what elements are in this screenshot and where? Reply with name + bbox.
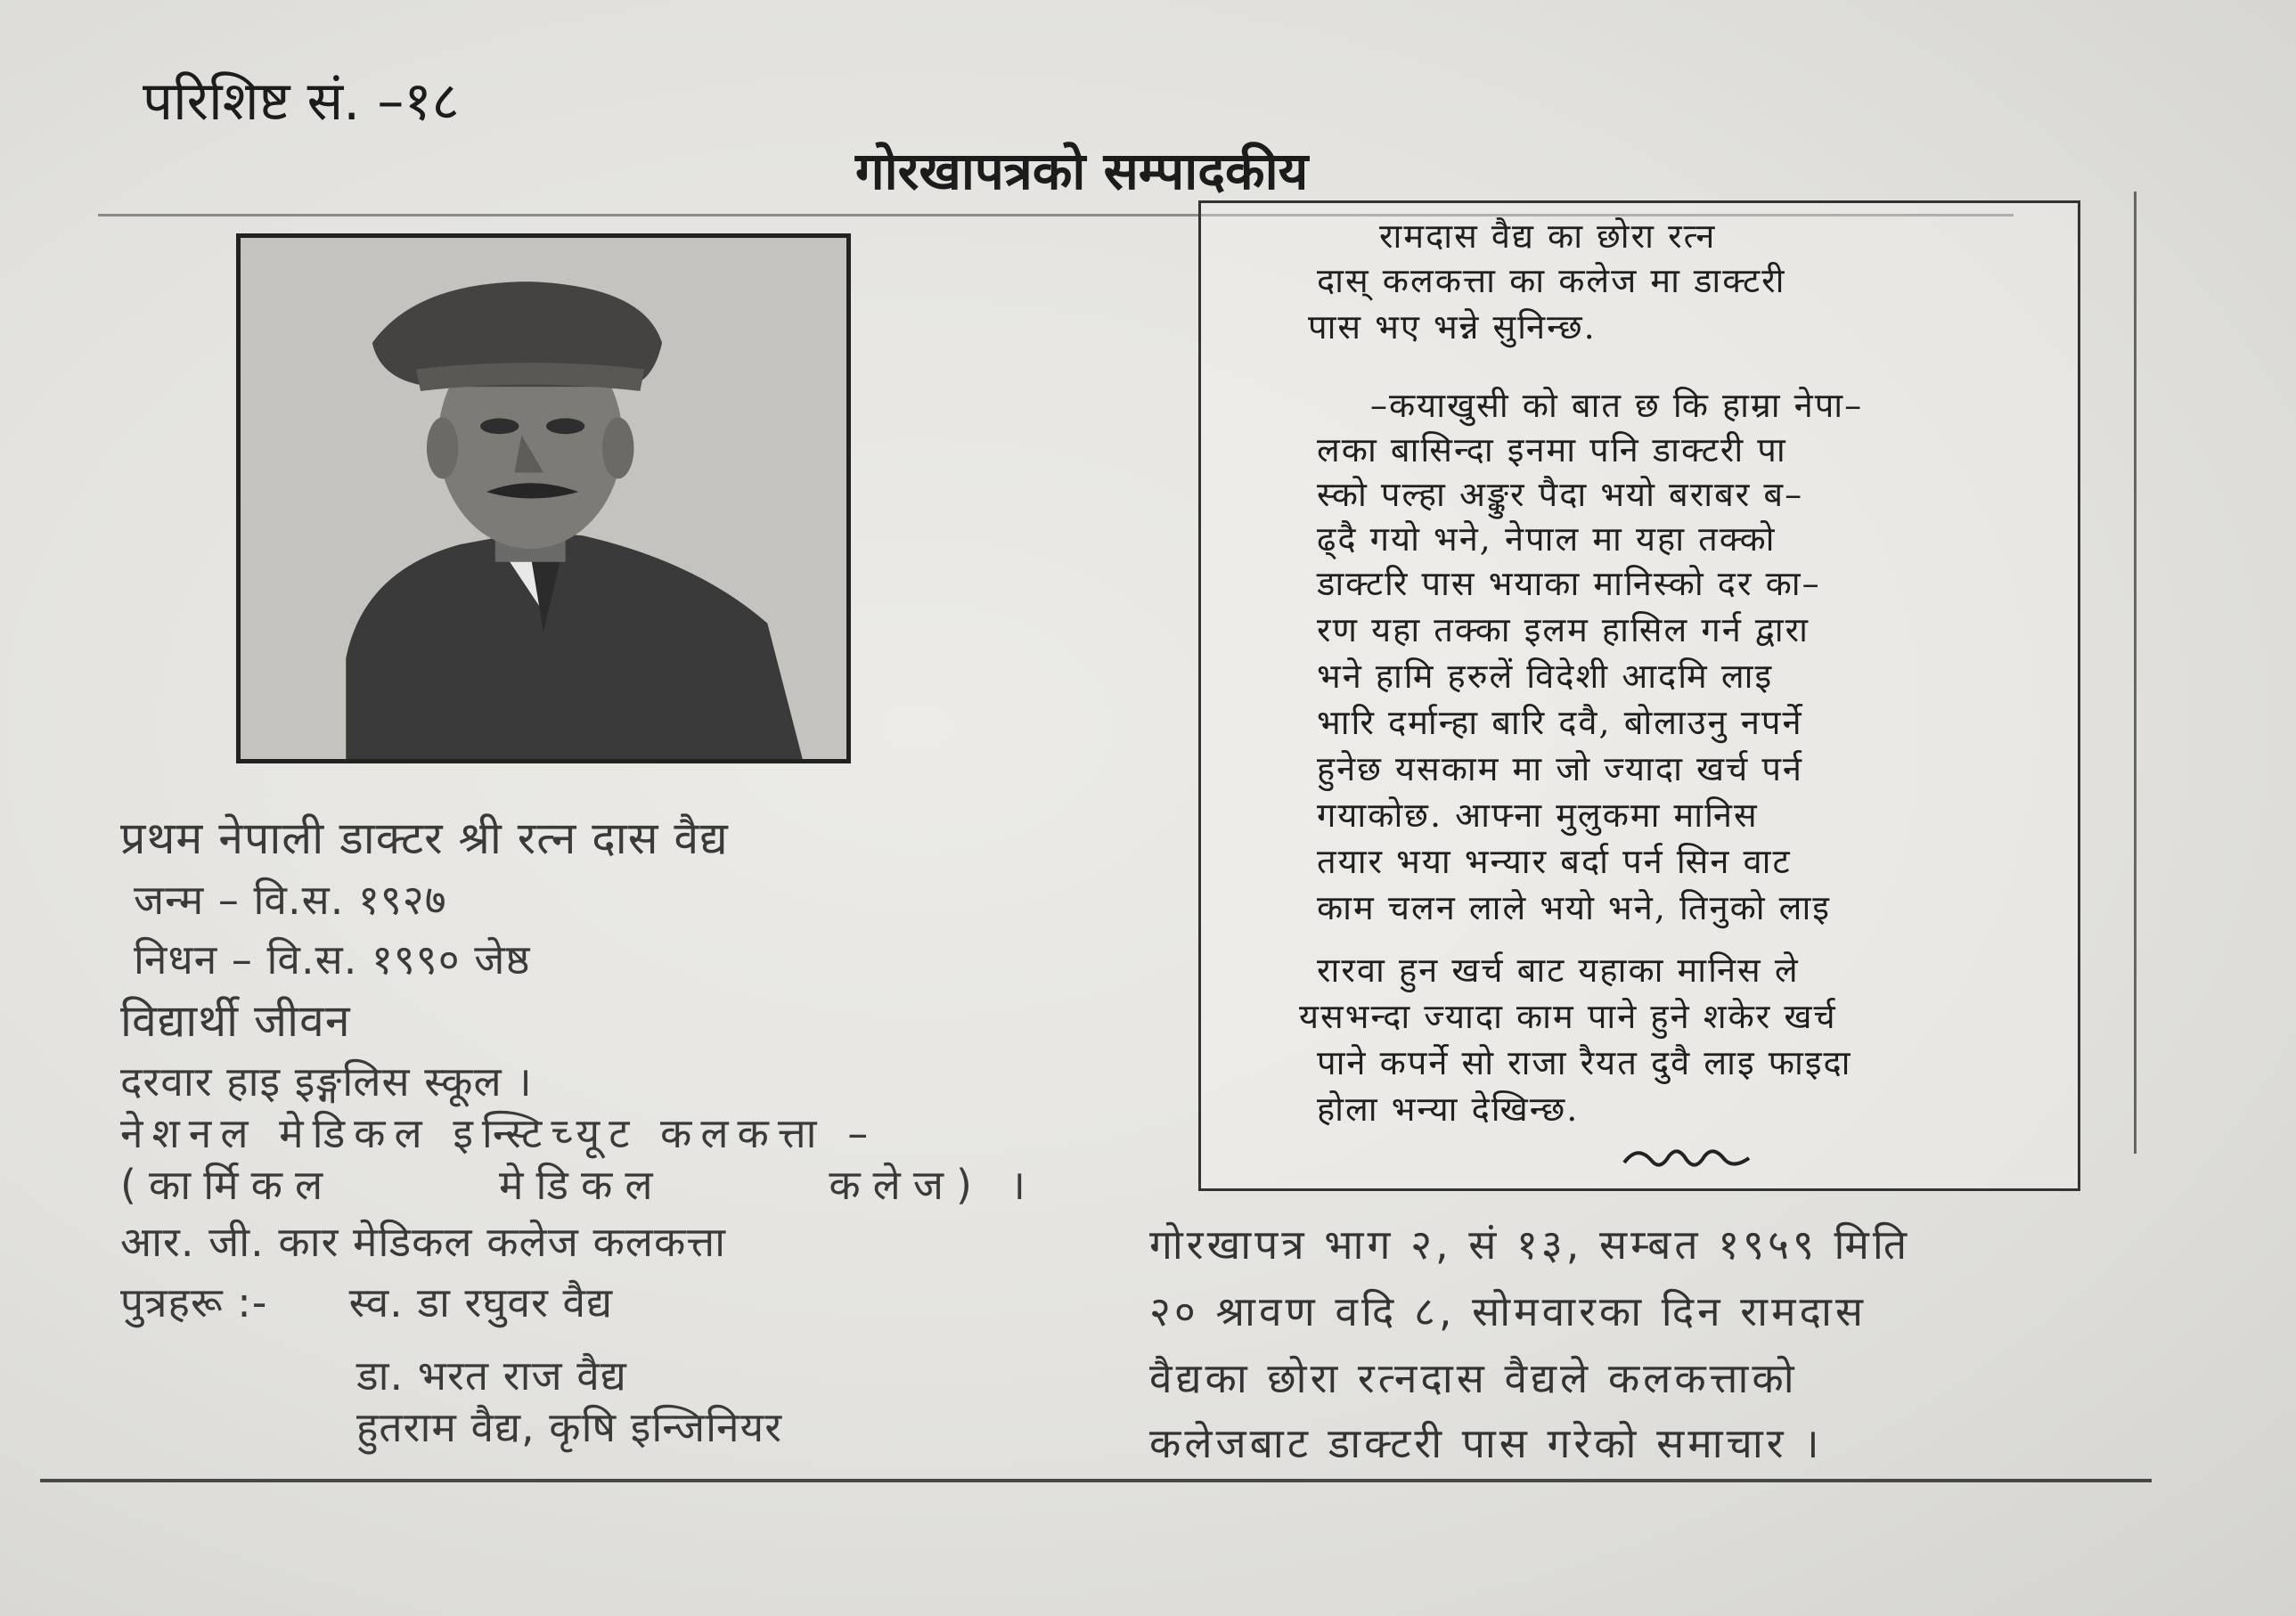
clip-line: रण यहा तक्का इलम हासिल गर्न द्वारा xyxy=(1317,610,1810,649)
page-title: गोरखापत्रको सम्पादकीय xyxy=(855,141,1309,201)
son-3: हुतराम वैद्य, कृषि इन्जिनियर xyxy=(356,1403,783,1451)
clip-line: दास् कलकत्ता का कलेज मा डाक्टरी xyxy=(1317,261,1786,300)
sons-label: पुत्रहरू :- xyxy=(120,1278,268,1326)
appendix-number: परिशिष्ट सं. –१८ xyxy=(143,70,460,133)
portrait-photo xyxy=(236,233,851,763)
clip-line: लका बासिन्दा इनमा पनि डाक्टरी पा xyxy=(1317,430,1787,469)
clip-line: भारि दर्मान्हा बारि दवै, बोलाउनु नपर्ने xyxy=(1317,703,1803,742)
student-life-heading: विद्यार्थी जीवन xyxy=(120,995,351,1047)
birth-line: जन्म – वि.स. १९२७ xyxy=(134,876,447,924)
portrait-icon xyxy=(241,238,846,759)
clip-line: भने हामि हरुलें विदेशी आदमि लाइ xyxy=(1317,657,1774,696)
carmichael-part-3: कलेज) । xyxy=(829,1161,1038,1209)
clip-line: पास भए भन्ने सुनिन्छ. xyxy=(1308,307,1597,347)
clip-line: स्को पल्हा अङ्कुर पैदा भयो बराबर ब– xyxy=(1317,475,1804,514)
school-line: दरवार हाइ इङ्गलिस स्कूल । xyxy=(120,1057,533,1106)
clip-line: –कयाखुसी को बात छ कि हाम्रा नेपा– xyxy=(1370,386,1864,425)
carmichael-line xyxy=(120,1156,1038,1212)
clip-line: तयार भया भन्यार बर्दा पर्न सिन वाट xyxy=(1317,842,1792,881)
carmichael-part-2: मेडिकल xyxy=(498,1161,666,1209)
caption-line-1: गोरखापत्र भाग २, सं १३, सम्बत १९५९ मिति xyxy=(1149,1220,1911,1269)
clip-line: हुनेछ यसकाम मा जो ज्यादा खर्च पर्न xyxy=(1317,749,1803,788)
caption-line-2: २० श्रावण वदि ८, सोमवारका दिन रामदास xyxy=(1149,1287,1867,1335)
clip-line: रामदास वैद्य का छोरा रत्न xyxy=(1379,216,1717,256)
clip-line: ढ्दै गयो भने, नेपाल मा यहा तक्को xyxy=(1317,519,1777,559)
vertical-divider xyxy=(2134,192,2137,1154)
clip-line: गयाकोछ. आफ्ना मुलुकमा मानिस xyxy=(1317,796,1759,835)
clip-line: यसभन्दा ज्यादा काम पाने हुने शकेर खर्च xyxy=(1299,997,1837,1036)
death-line: निधन – वि.स. १९९० जेष्ठ xyxy=(134,935,531,983)
clip-line: होला भन्या देखिन्छ. xyxy=(1317,1090,1580,1129)
clip-line: डाक्टरि पास भयाका मानिस्को दर का– xyxy=(1317,564,1821,603)
son-1: स्व. डा रघुवर वैद्य xyxy=(348,1278,614,1326)
clip-line: काम चलन लाले भयो भने, तिनुको लाइ xyxy=(1317,888,1831,927)
bottom-divider xyxy=(40,1479,2152,1482)
caption-line-4: कलेजबाट डाक्टरी पास गरेको समाचार । xyxy=(1149,1419,1823,1467)
rg-kar-line: आर. जी. कार मेडिकल कलेज कलकत्ता xyxy=(120,1218,727,1266)
signature-icon xyxy=(1620,1140,1753,1176)
carmichael-part-1: (कार्मिकल xyxy=(120,1161,336,1209)
son-2: डा. भरत राज वैद्य xyxy=(356,1351,627,1400)
sons-line xyxy=(120,1274,1100,1329)
clip-line: पाने कपर्ने सो राजा रैयत दुवै लाइ फाइदा xyxy=(1317,1043,1852,1082)
doctor-name-line: प्रथम नेपाली डाक्टर श्री रत्न दास वैद्य xyxy=(120,812,729,864)
institute-line: नेशनल मेडिकल इन्स्टिच्यूट कलकत्ता – xyxy=(120,1109,878,1157)
caption-line-3: वैद्यका छोरा रत्नदास वैद्यले कलकत्ताको xyxy=(1149,1354,1798,1402)
clip-line: रारवा हुन खर्च बाट यहाका मानिस ले xyxy=(1317,951,1800,990)
newspaper-clipping xyxy=(1198,200,2080,1191)
